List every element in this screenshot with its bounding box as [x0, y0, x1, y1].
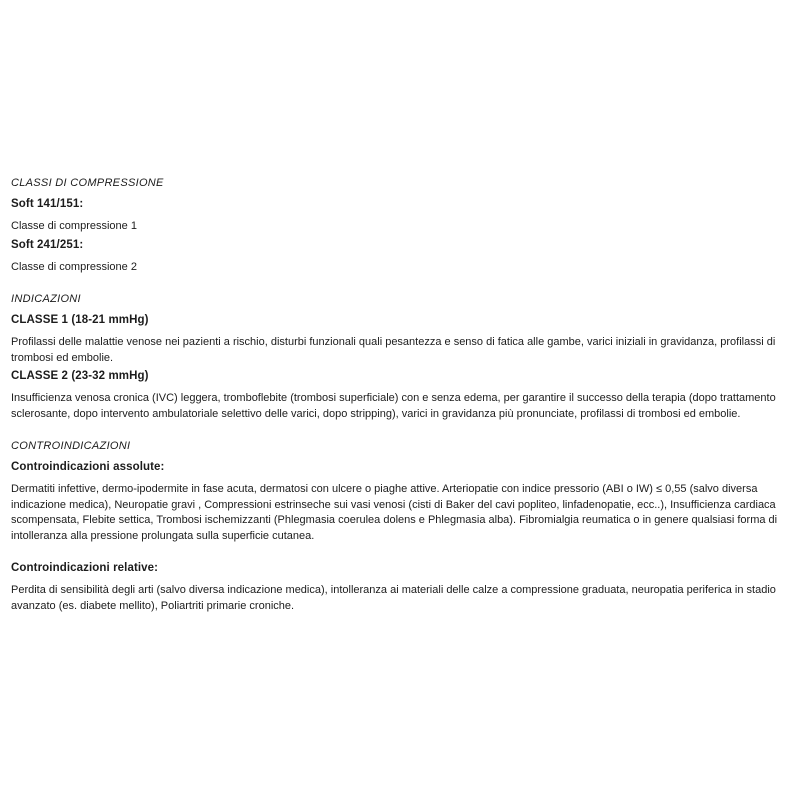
contraindication-item [11, 562, 792, 614]
product-description-content [11, 177, 792, 618]
compression-class-item [11, 239, 792, 276]
item-label-classe-2: CLASSE 2 (23-32 mmHg) [11, 370, 149, 382]
section-compression-classes [11, 177, 792, 275]
item-text-classe-1: Profilassi delle malattie venose nei pazienti a rischio, disturbi funzionali quali pesantezza e senso di fatica alle gambe, varici iniziali in gravidanza, profilassi di trombosi ed embolie. [11, 336, 776, 364]
item-text-contraindications-relative: Perdita di sensibilità degli arti (salvo diversa indicazione medica), intolleranza ai materiali delle calze a compressione graduata, neuropatia periferica in stadio avanzato (es. diabete mellito), Poliartriti primarie croniche. [11, 584, 776, 612]
contraindication-item [11, 461, 792, 544]
section-heading-compression-classes: CLASSI DI COMPRESSIONE [11, 177, 164, 189]
section-indications [11, 293, 792, 422]
item-label-soft-141-151: Soft 141/151: [11, 198, 84, 210]
item-label-contraindications-relative: Controindicazioni relative: [11, 562, 159, 574]
section-heading-indications: INDICAZIONI [11, 293, 81, 305]
item-text-soft-141-151: Classe di compressione 1 [11, 220, 137, 232]
item-label-classe-1: CLASSE 1 (18-21 mmHg) [11, 314, 149, 326]
section-contraindications [11, 440, 792, 614]
indication-item [11, 314, 792, 366]
item-text-contraindications-absolute: Dermatiti infettive, dermo-ipodermite in fase acuta, dermatosi con ulcere o piaghe attive. Arteriopatie con indice pressorio (ABI o IW) ≤ 0,55 (salvo diversa indicazione medica), Neuropatie gravi , Compressioni estrinseche sui vasi venosi (cisti di Baker del cavi popliteo, linfadenopatie, ecc..), Insufficienza cardiaca scompensata, Flebite settica, Trombosi ischemizzanti (Phlegmasia coerulea dolens e Phlegmasia alba). Fibromialgia reumatica o in genere qualsiasi forma di intolleranza alla pressione prolungata sulla superficie cutanea. [11, 483, 778, 542]
item-label-contraindications-absolute: Controindicazioni assolute: [11, 461, 165, 473]
section-heading-contraindications: CONTROINDICAZIONI [11, 440, 131, 452]
item-label-soft-241-251: Soft 241/251: [11, 238, 84, 251]
compression-class-item [11, 198, 792, 235]
item-text-soft-241-251: Classe di compressione 2 [11, 260, 137, 273]
item-text-classe-2: Insufficienza venosa cronica (IVC) leggera, tromboflebite (trombosi superficiale) con e senza edema, per garantire il successo della terapia (dopo trattamento sclerosante, dopo intervento ambulatoriale selettivo delle varici, dopo stripping), varici in gravidanza più pronunciate, profilassi di trombosi ed embolie. [11, 392, 776, 420]
indication-item [11, 370, 792, 422]
